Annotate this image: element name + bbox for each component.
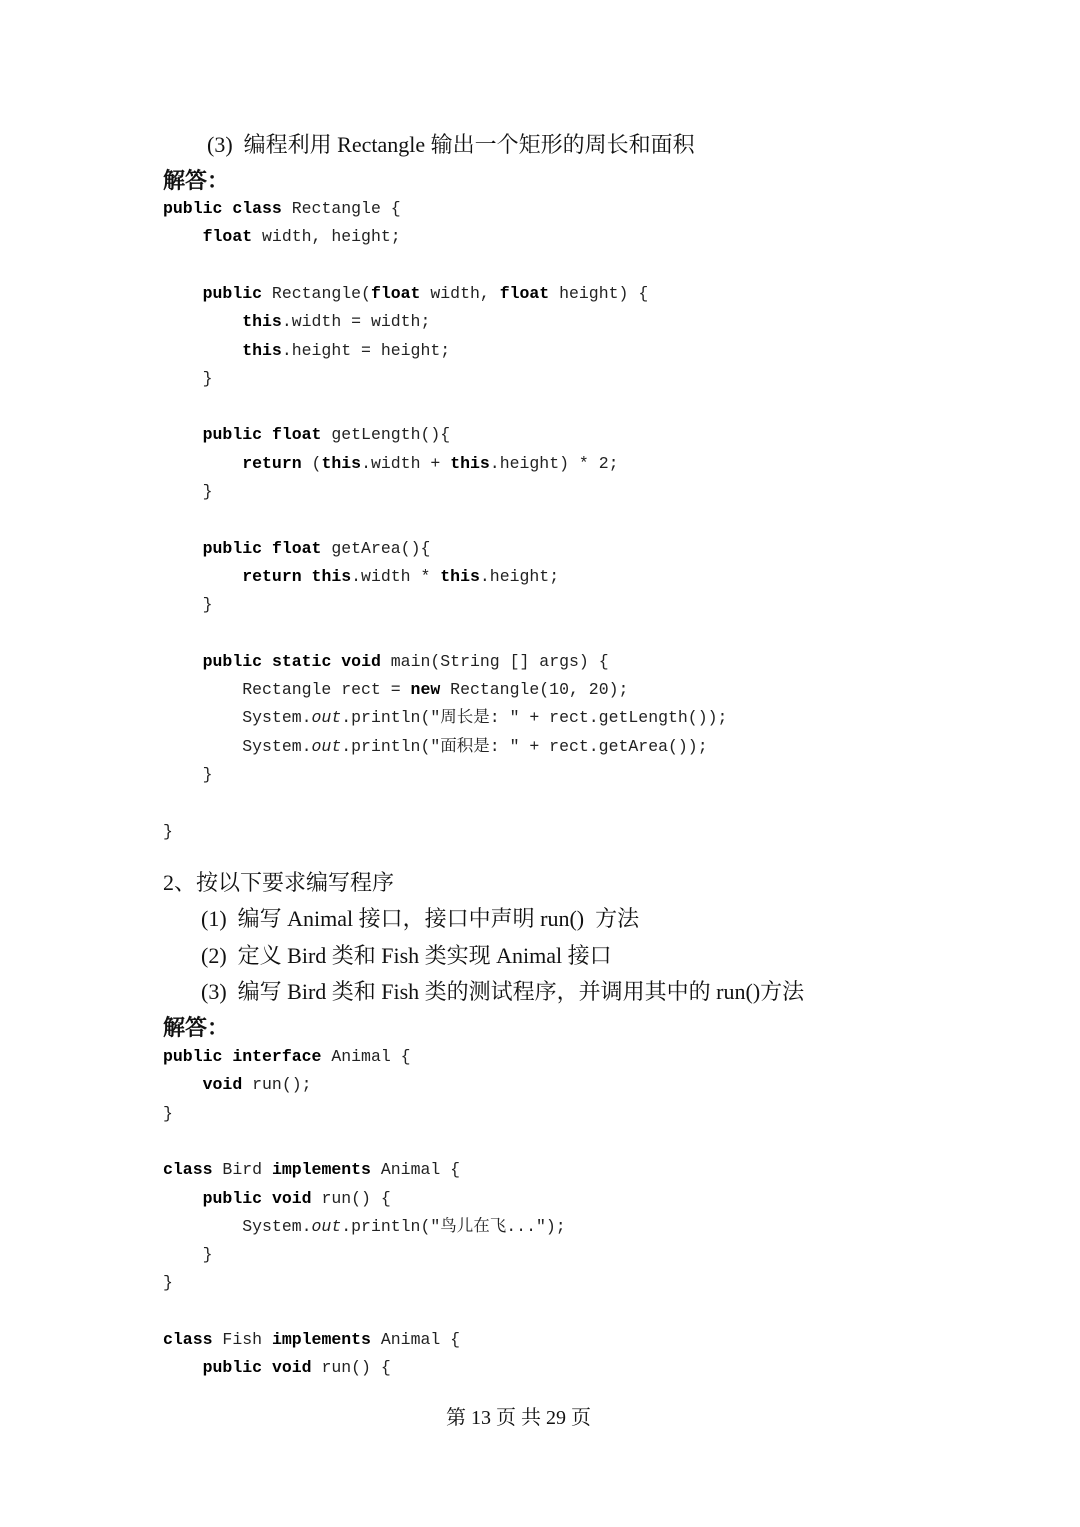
section2-item-3: (3) 编写 Bird 类和 Fish 类的测试程序，并调用其中的 run()方法 xyxy=(201,979,805,1004)
code-keyword: class xyxy=(232,199,282,218)
code-line xyxy=(163,1216,566,1238)
code-line xyxy=(163,1046,411,1068)
code-keyword: void xyxy=(202,1075,243,1095)
code-text xyxy=(163,1075,203,1094)
code-keyword: this xyxy=(440,566,480,586)
code-text: } xyxy=(163,1103,173,1123)
code-text: ( xyxy=(301,453,322,473)
code-text: main(String [] args) { xyxy=(380,651,609,671)
code-text xyxy=(163,312,242,331)
code-text: Animal { xyxy=(321,1047,411,1066)
code-keyword: public xyxy=(163,1047,223,1066)
code-text: Fish xyxy=(212,1330,272,1349)
code-text xyxy=(262,1189,272,1208)
code-keyword: return xyxy=(242,453,302,473)
code-keyword: void xyxy=(271,1188,312,1208)
code-text: System. xyxy=(163,1216,312,1236)
code-text xyxy=(302,567,312,586)
code-text: .width * xyxy=(351,566,441,586)
code-line xyxy=(163,226,401,248)
code-keyword: return xyxy=(242,566,302,586)
code-text: Rectangle rect = xyxy=(163,680,411,700)
code-keyword: void xyxy=(341,651,381,671)
code-text: } xyxy=(163,1245,213,1265)
code-keyword: this xyxy=(450,453,490,473)
code-text: System. xyxy=(163,708,312,728)
code-text: .height; xyxy=(479,566,560,586)
code-text xyxy=(262,1358,272,1377)
code-text: } xyxy=(163,368,213,388)
code-text: Rectangle { xyxy=(281,199,401,218)
code-line xyxy=(163,1074,312,1096)
code-line xyxy=(163,1103,173,1125)
code-line xyxy=(163,283,648,305)
code-line xyxy=(163,424,450,446)
code-italic-token: out xyxy=(311,1216,342,1236)
code-keyword: void xyxy=(271,1358,312,1378)
code-text: .println("周长是: " + rect.getLength()); xyxy=(341,708,728,728)
section1-item3: (3) 编程利用 Rectangle 输出一个矩形的周长和面积 xyxy=(207,132,695,157)
code-text: } xyxy=(163,482,213,501)
code-text: getLength(){ xyxy=(321,425,451,445)
code-line xyxy=(163,651,609,673)
code-keyword: class xyxy=(163,1330,213,1349)
code-line xyxy=(163,707,727,729)
code-keyword: implements xyxy=(271,1160,371,1180)
code-text xyxy=(163,227,203,246)
section2-title: 2、按以下要求编写程序 xyxy=(163,870,395,895)
code-text: Rectangle( xyxy=(262,283,371,303)
code-text: Animal { xyxy=(370,1160,461,1180)
code-text: .width + xyxy=(361,453,451,473)
code-text: } xyxy=(163,595,213,615)
code-keyword: float xyxy=(202,227,253,247)
code-text: run(); xyxy=(242,1075,312,1095)
code-keyword: implements xyxy=(271,1330,371,1349)
code-text xyxy=(222,199,232,218)
code-line xyxy=(163,1357,391,1379)
section2-item-1: (1) 编写 Animal 接口，接口中声明 run() 方法 xyxy=(201,906,640,931)
code-line xyxy=(163,1329,460,1351)
code-keyword: public xyxy=(202,425,263,445)
code-text xyxy=(163,567,242,586)
code-text xyxy=(163,1189,203,1208)
section2-item-2: (2) 定义 Bird 类和 Fish 类实现 Animal 接口 xyxy=(201,943,612,968)
code-keyword: float xyxy=(370,283,421,303)
code-text xyxy=(163,425,203,444)
code-keyword: public xyxy=(163,199,223,218)
code-line xyxy=(163,679,628,701)
code-text: width, height; xyxy=(252,227,401,247)
code-text xyxy=(163,284,203,303)
code-text: run() { xyxy=(311,1188,391,1208)
code-keyword: this xyxy=(242,340,282,360)
code-line xyxy=(163,1244,213,1266)
answer-label-1: 解答： xyxy=(163,168,230,193)
code-line xyxy=(163,821,173,843)
code-keyword: new xyxy=(410,680,441,700)
code-line xyxy=(163,1272,173,1294)
answer-label-2: 解答： xyxy=(163,1015,230,1040)
code-keyword: interface xyxy=(232,1047,322,1066)
code-keyword: this xyxy=(311,566,352,586)
code-keyword: static xyxy=(271,651,332,671)
code-text: Rectangle(10, 20); xyxy=(440,680,629,700)
code-line xyxy=(163,368,213,390)
code-text: } xyxy=(163,1273,173,1293)
code-line xyxy=(163,481,213,503)
code-line xyxy=(163,453,619,475)
code-keyword: public xyxy=(202,1358,263,1378)
code-text: Bird xyxy=(212,1160,272,1180)
code-text: .println("鸟儿在飞..."); xyxy=(341,1216,566,1236)
code-italic-token: out xyxy=(311,708,342,728)
code-text: System. xyxy=(163,736,312,756)
code-text xyxy=(262,425,272,444)
code-line xyxy=(163,736,708,758)
code-text: Animal { xyxy=(370,1330,461,1349)
code-text: .width = width; xyxy=(281,312,431,332)
code-keyword: float xyxy=(271,538,322,558)
code-text xyxy=(163,652,203,671)
code-text: height) { xyxy=(549,283,649,303)
code-line xyxy=(163,566,559,588)
code-line xyxy=(163,340,450,362)
code-text: .height) * 2; xyxy=(489,453,619,473)
code-line xyxy=(163,1188,391,1210)
code-keyword: float xyxy=(271,425,322,445)
code-line xyxy=(163,1159,460,1181)
code-text xyxy=(262,539,272,558)
code-text xyxy=(163,539,203,558)
code-keyword: public xyxy=(202,1188,263,1208)
code-keyword: class xyxy=(163,1160,213,1180)
code-text: } xyxy=(163,821,173,841)
code-text xyxy=(262,652,272,671)
code-text xyxy=(331,652,341,671)
code-keyword: public xyxy=(202,283,263,303)
code-keyword: public xyxy=(202,538,263,558)
code-text xyxy=(163,454,242,473)
code-keyword: public xyxy=(202,651,263,671)
code-line xyxy=(163,764,213,786)
code-text: } xyxy=(163,765,213,784)
code-line xyxy=(163,198,401,220)
code-text: .println("面积是: " + rect.getArea()); xyxy=(341,736,708,756)
code-text: getArea(){ xyxy=(321,538,431,558)
code-line xyxy=(163,311,430,333)
code-text xyxy=(163,1358,203,1377)
code-text xyxy=(222,1047,232,1066)
code-keyword: this xyxy=(321,453,362,473)
code-keyword: float xyxy=(499,283,550,303)
code-line xyxy=(163,594,213,616)
code-line xyxy=(163,538,430,560)
code-text: width, xyxy=(420,283,500,303)
code-keyword: this xyxy=(242,312,282,332)
code-text: .height = height; xyxy=(281,340,451,360)
code-text: run() { xyxy=(311,1358,391,1378)
code-text xyxy=(163,341,242,360)
page-footer: 第 13 页 共 29 页 xyxy=(446,1407,591,1429)
code-italic-token: out xyxy=(311,736,342,756)
